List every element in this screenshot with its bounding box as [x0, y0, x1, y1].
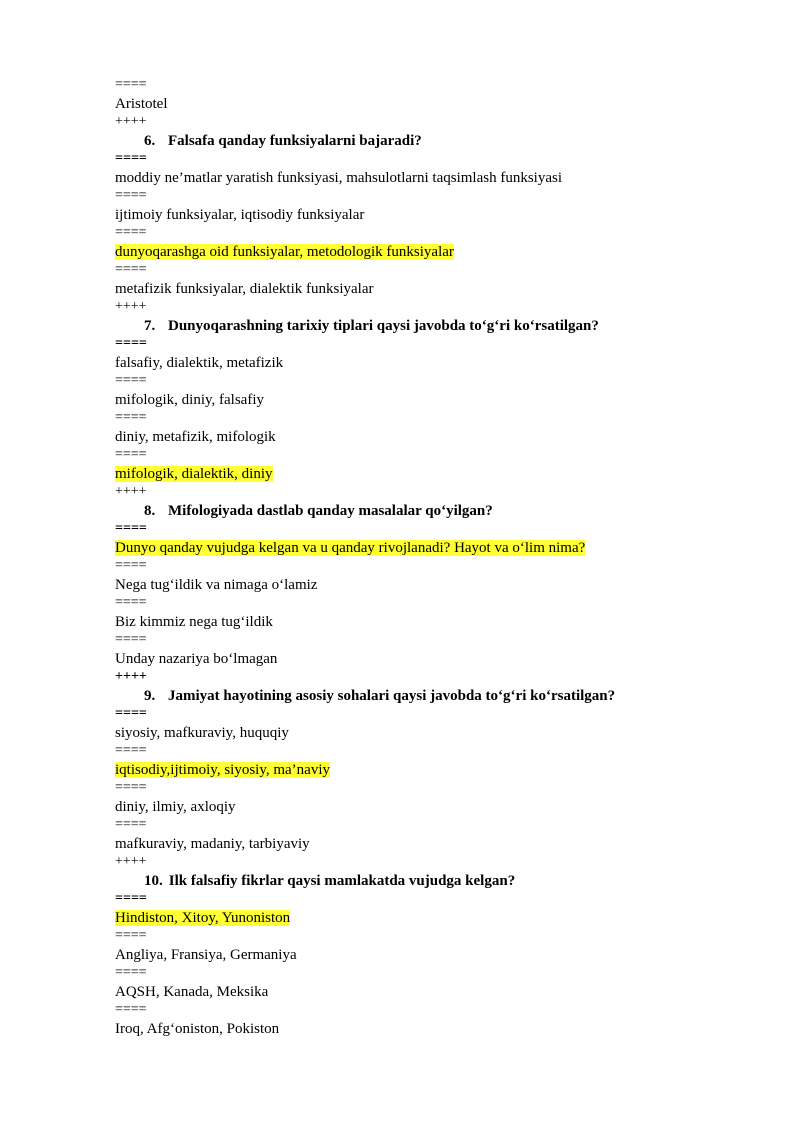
- answer-option: [115, 798, 755, 817]
- separator: ++++: [115, 669, 147, 684]
- question: [115, 872, 755, 891]
- separator: ++++: [115, 114, 147, 129]
- separator: ====: [115, 891, 147, 906]
- answer-text: iqtisodiy,ijtimoiy, siyosiy, ma’naviy: [115, 761, 330, 778]
- question-text: Mifologiyada dastlab qanday masalalar qo‘yilgan?: [168, 502, 493, 519]
- answer-option: [115, 835, 755, 854]
- answer-option: [115, 169, 755, 188]
- answer-option: [115, 428, 755, 447]
- answer-text: mifologik, dialektik, diniy: [115, 465, 273, 482]
- answer-text: Angliya, Fransiya, Germaniya: [115, 946, 297, 963]
- answer-text: mafkuraviy, madaniy, tarbiyaviy: [115, 835, 310, 852]
- question-number: 9.: [144, 687, 156, 704]
- answer-option: [115, 650, 755, 669]
- separator: ====: [115, 188, 147, 203]
- question: [115, 687, 755, 706]
- correct-answer-option: [115, 465, 755, 484]
- answer-text: diniy, metafizik, mifologik: [115, 428, 276, 445]
- answer-text: mifologik, diniy, falsafiy: [115, 391, 265, 408]
- question: [115, 317, 755, 336]
- answer-text: Unday nazariya bo‘lmagan: [115, 650, 278, 667]
- separator: ====: [115, 595, 147, 610]
- answer-text: Aristotel: [115, 95, 168, 112]
- answer-option: [115, 983, 755, 1002]
- answer-text: diniy, ilmiy, axloqiy: [115, 798, 236, 815]
- correct-answer-option: [115, 909, 755, 928]
- separator: ====: [115, 817, 147, 832]
- question-text: Dunyoqarashning tarixiy tiplari qaysi javobda to‘g‘ri ko‘rsatilgan?: [168, 317, 599, 334]
- separator: ====: [115, 447, 147, 462]
- answer-option: [115, 576, 755, 595]
- question-number: 10.: [144, 872, 163, 889]
- separator: ====: [115, 965, 147, 980]
- answer-text: siyosiy, mafkuraviy, huquqiy: [115, 724, 289, 741]
- separator: ====: [115, 521, 147, 536]
- separator: ====: [115, 151, 147, 166]
- separator: ====: [115, 373, 147, 388]
- separator: ====: [115, 632, 147, 647]
- separator: ====: [115, 706, 147, 721]
- answer-option: [115, 280, 755, 299]
- answer-text: dunyoqarashga oid funksiyalar, metodologik funksiyalar: [115, 243, 454, 260]
- answer-option: [115, 613, 755, 632]
- document-body: [115, 76, 755, 1038]
- separator: ++++: [115, 484, 147, 499]
- answer-text: moddiy ne’matlar yaratish funksiyasi, mahsulotlarni taqsimlash funksiyasi: [115, 169, 563, 186]
- separator: ====: [115, 558, 147, 573]
- separator: ====: [115, 225, 147, 240]
- separator: ====: [115, 743, 147, 758]
- question: [115, 502, 755, 521]
- answer-option: [115, 391, 755, 410]
- separator: ====: [115, 262, 147, 277]
- question-number: 6.: [144, 132, 156, 149]
- correct-answer-option: [115, 243, 755, 262]
- answer-option: [115, 724, 755, 743]
- answer-option: [115, 206, 755, 225]
- answer-text: metafizik funksiyalar, dialektik funksiyalar: [115, 280, 374, 297]
- answer-option: [115, 95, 755, 114]
- answer-text: AQSH, Kanada, Meksika: [115, 983, 269, 1000]
- separator: ++++: [115, 854, 147, 869]
- separator: ====: [115, 77, 147, 92]
- answer-text: falsafiy, dialektik, metafizik: [115, 354, 284, 371]
- question-number: 8.: [144, 502, 156, 519]
- answer-option: [115, 354, 755, 373]
- question-number: 7.: [144, 317, 156, 334]
- question-text: Jamiyat hayotining asosiy sohalari qaysi javobda to‘g‘ri ko‘rsatilgan?: [168, 687, 616, 704]
- answer-text: Nega tug‘ildik va nimaga o‘lamiz: [115, 576, 318, 593]
- answer-text: Hindiston, Xitoy, Yunoniston: [115, 909, 291, 926]
- answer-text: Biz kimmiz nega tug‘ildik: [115, 613, 273, 630]
- answer-text: Iroq, Afg‘oniston, Pokiston: [115, 1020, 280, 1037]
- correct-answer-option: [115, 761, 755, 780]
- correct-answer-option: [115, 539, 755, 558]
- question: [115, 132, 755, 151]
- separator: ====: [115, 1002, 147, 1017]
- answer-text: ijtimoiy funksiyalar, iqtisodiy funksiyalar: [115, 206, 365, 223]
- answer-option: [115, 946, 755, 965]
- question-text: Falsafa qanday funksiyalarni bajaradi?: [168, 132, 422, 149]
- separator: ====: [115, 928, 147, 943]
- answer-option: [115, 1020, 755, 1039]
- separator: ====: [115, 336, 147, 351]
- separator: ====: [115, 410, 147, 425]
- answer-text: Dunyo qanday vujudga kelgan va u qanday rivojlanadi? Hayot va o‘lim nima?: [115, 539, 586, 556]
- question-text: Ilk falsafiy fikrlar qaysi mamlakatda vujudga kelgan?: [168, 872, 516, 889]
- separator: ====: [115, 780, 147, 795]
- separator: ++++: [115, 299, 147, 314]
